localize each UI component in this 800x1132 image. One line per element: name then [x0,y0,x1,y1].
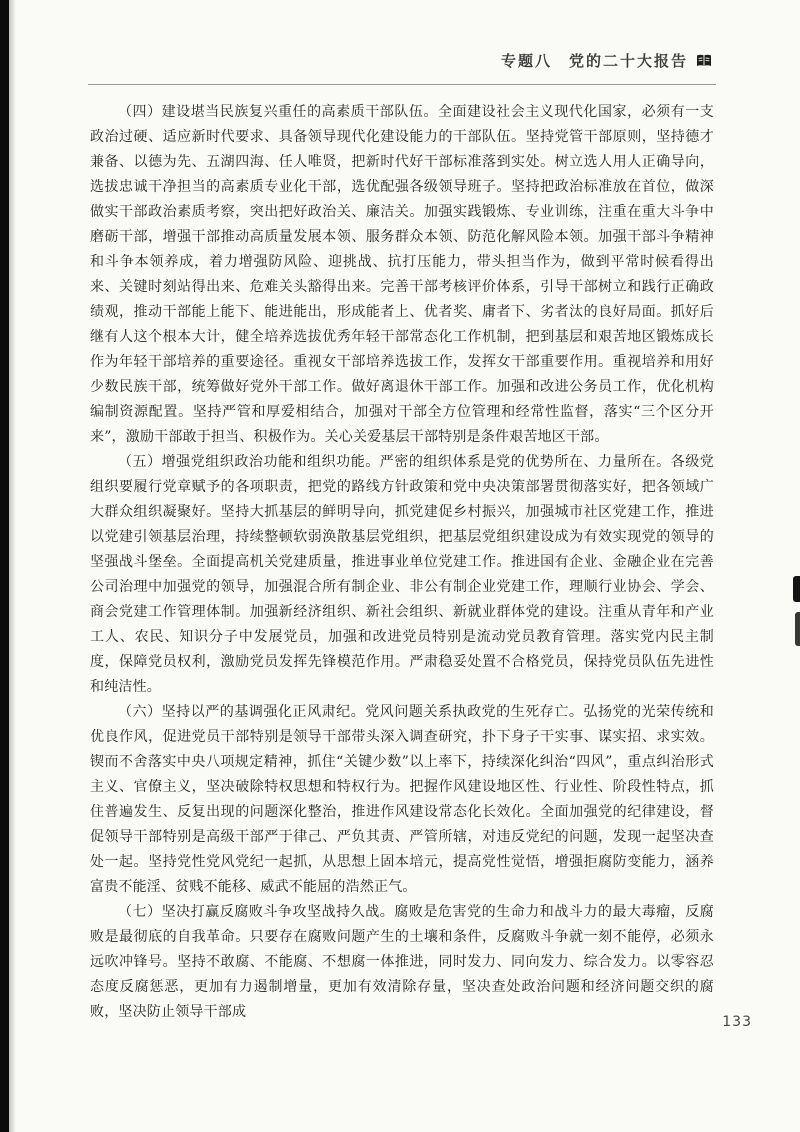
paragraph: （六）坚持以严的基调强化正风肃纪。党风问题关系执政党的生死存亡。弘扬党的光荣传统和优良作风，促进党员干部特别是领导干部带头深入调查研究，扑下身子干实事、谋实招、求实效。锲而不舍落实中央八项规定精神，抓住“关键少数”以上率下，持续深化纠治“四风”，重点纠治形式主义、官僚主义，坚决破除特权思想和特权行为。把握作风建设地区性、行业性、阶段性特点，抓住普遍发生、反复出现的问题深化整治，推进作风建设常态化长效化。全面加强党的纪律建设，督促领导干部特别是高级干部严于律己、严负其责、严管所辖，对违反党纪的问题，发现一起坚决查处一起。坚持党性党风党纪一起抓，从思想上固本培元，提高党性觉悟，增强拒腐防变能力，涵养富贵不能淫、贫贱不能移、威武不能屈的浩然正气。 [90,704,714,895]
book-icon [696,54,712,68]
page-number: 133 [722,1014,752,1030]
body-paragraphs [90,100,714,1025]
scan-artifact [793,576,800,602]
paragraph: （七）坚决打赢反腐败斗争攻坚战持久战。腐败是危害党的生命力和战斗力的最大毒瘤，反腐败是最彻底的自我革命。只要存在腐败问题产生的土壤和条件，反腐败斗争就一刻不能停，必须永远吹冲锋号。坚持不敢腐、不能腐、不想腐一体推进，同时发力、同向发力、综合发力。以零容忍态度反腐惩恶，更加有力遏制增量，更加有效清除存量，坚决查处政治问题和经济问题交织的腐败，坚决防止领导干部成 [90,904,714,1020]
page-header [501,50,712,71]
paragraph: （五）增强党组织政治功能和组织功能。严密的组织体系是党的优势所在、力量所在。各级党组织要履行党章赋予的各项职责，把党的路线方针政策和党中央决策部署贯彻落实好，把各领域广大群众组织凝聚好。坚持大抓基层的鲜明导向，抓党建促乡村振兴，加强城市社区党建工作，推进以党建引领基层治理，持续整顿软弱涣散基层党组织，把基层党组织建设成为有效实现党的领导的坚强战斗堡垒。全面提高机关党建质量，推进事业单位党建工作。推进国有企业、金融企业在完善公司治理中加强党的领导，加强混合所有制企业、非公有制企业党建工作，理顺行业协会、学会、商会党建工作管理体制。加强新经济组织、新社会组织、新就业群体党的建设。注重从青年和产业工人、农民、知识分子中发展党员，加强和改进党员特别是流动党员教育管理。落实党内民主制度，保障党员权利，激励党员发挥先锋模范作用。严肃稳妥处置不合格党员，保持党员队伍先进性和纯洁性。 [90,454,714,695]
header-rule [88,84,716,85]
scan-artifact [795,612,800,646]
chapter-title: 专题八 党的二十大报告 [500,52,688,70]
scan-edge-left [0,0,9,1132]
paragraph: （四）建设堪当民族复兴重任的高素质干部队伍。全面建设社会主义现代化国家，必须有一支政治过硬、适应新时代要求、具备领导现代化建设能力的干部队伍。坚持党管干部原则，坚持德才兼备、以德为先、五湖四海、任人唯贤，把新时代好干部标准落到实处。树立选人用人正确导向，选拔忠诚干净担当的高素质专业化干部，选优配强各级领导班子。坚持把政治标准放在首位，做深做实干部政治素质考察，突出把好政治关、廉洁关。加强实践锻炼、专业训练，注重在重大斗争中磨砺干部，增强干部推动高质量发展本领、服务群众本领、防范化解风险本领。加强干部斗争精神和斗争本领养成，着力增强防风险、迎挑战、抗打压能力，带头担当作为，做到平常时候看得出来、关键时刻站得出来、危难关头豁得出来。完善干部考核评价体系，引导干部树立和践行正确政绩观，推动干部能上能下、能进能出，形成能者上、优者奖、庸者下、劣者汰的良好局面。抓好后继有人这个根本大计，健全培养选拔优秀年轻干部常态化工作机制，把到基层和艰苦地区锻炼成长作为年轻干部培养的重要途径。重视女干部培养选拔工作，发挥女干部重要作用。重视培养和用好少数民族干部，统筹做好党外干部工作。做好离退休干部工作。加强和改进公务员工作，优化机构编制资源配置。坚持严管和厚爱相结合，加强对干部全方位管理和经常性监督，落实“三个区分开来”，激励干部敢于担当、积极作为。关心关爱基层干部特别是条件艰苦地区干部。 [90,104,714,445]
